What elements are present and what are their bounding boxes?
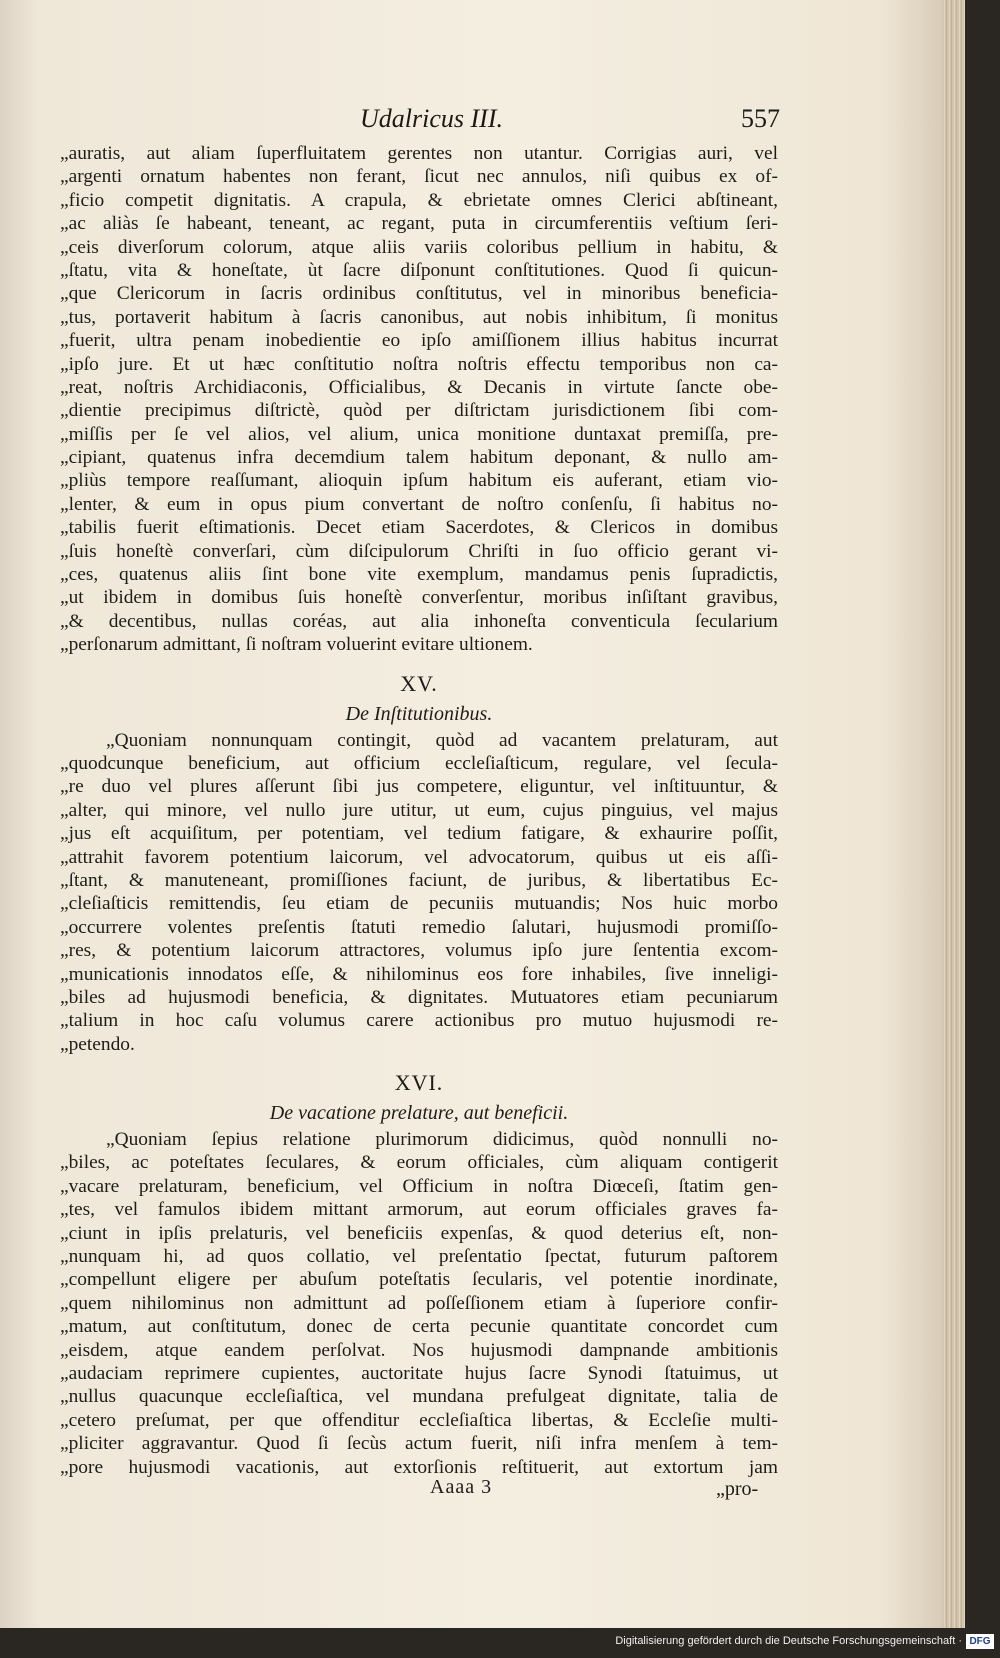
text-line: „pore hujusmodi vacationis, aut extorſionis reſtituerit, aut extortum jam — [60, 1456, 778, 1478]
text-line: „ceis diverſorum colorum, atque aliis variis coloribus pellium in habitu, & — [60, 236, 778, 258]
text-line: „re duo vel plures aſſerunt ſibi jus competere, eliguntur, vel inſtituuntur, & — [60, 776, 778, 798]
text-line: „& decentibus, nullas coréas, aut alia inhoneſta conventicula ſecularium — [60, 610, 778, 632]
text-line: „attrahit favorem potentium laicorum, vel advocatorum, quibus ut eis aſſi- — [60, 846, 778, 868]
text-line: „pliciter aggravantur. Quod ſi ſecùs actum fuerit, niſi infra menſem à tem- — [60, 1433, 778, 1455]
text-line: „ces, quatenus aliis ſint bone vite exemplum, mandamus penis ſupradictis, — [60, 564, 778, 586]
page-edge — [943, 0, 965, 1628]
text-line: „perſonarum admittant, ſi noſtram voluerint evitare ultionem. — [60, 634, 533, 656]
catchword: „pro- — [716, 1478, 759, 1500]
paragraph-xv — [60, 729, 778, 1056]
text-line: „nullus quacunque eccleſiaſtica, vel mundana prefulgeat dignitate, talia de — [60, 1386, 778, 1408]
text-line: „argenti ornatum habentes non ferant, ſicut nec annulos, niſi quibus ex of- — [60, 166, 778, 188]
paragraph-continued — [60, 142, 778, 657]
page-number: 557 — [741, 104, 780, 133]
text-line: „ficio competit dignitatis. A crapula, & ebrietate omnes Clerici abſtineant, — [60, 189, 778, 211]
section-numeral-xv: XV. — [400, 670, 438, 696]
text-line: „tes, vel famulos ibidem mittant armorum, aut eorum officiales graves fa- — [60, 1199, 778, 1221]
text-line: „fuerit, ultra penam inobedientie eo ipſo amiſſionem illius habitus incurrat — [60, 330, 778, 352]
text-line: „audaciam reprimere cupientes, auctoritate hujus ſacre Synodi ſtatuimus, ut — [60, 1362, 778, 1384]
text-line: „ſtant, & manuteneant, promiſſiones faciunt, de juribus, & libertatibus Ec- — [60, 869, 778, 891]
body-text — [60, 142, 778, 1479]
section-numeral-xvi: XVI. — [394, 1070, 444, 1096]
paragraph-xvi — [60, 1128, 778, 1479]
text-line: „municationis innodatos eſſe, & nihilominus eos fore inhabiles, ſive inneligi- — [60, 963, 778, 985]
text-line: „eisdem, atque eandem perſolvat. Nos hujusmodi dampnande ambitionis — [60, 1339, 778, 1361]
text-line: „vacare prelaturam, beneficium, vel Officium in noſtra Diœceſi, ſtatim gen- — [60, 1175, 778, 1197]
dfg-logo-icon: DFG — [966, 1634, 994, 1649]
running-head: Udalricus III. — [360, 104, 503, 133]
text-line: „ac aliàs ſe habeant, teneant, ac regant, puta in circumferentiis veſtium ſeri- — [60, 213, 778, 235]
text-line: „nunquam hi, ad quos collatio, vel preſentatio ſpectat, futurum paſtorem — [60, 1246, 778, 1268]
text-line: „cleſiaſticis remittendis, ſeu etiam de pecuniis mutuandis; Nos huic morbo — [60, 893, 778, 915]
text-line: „reat, noſtris Archidiaconis, Officialibus, & Decanis in virtute ſancte obe- — [60, 376, 778, 398]
digitization-credit: Digitalisierung gefördert durch die Deutsche Forschungsgemeinschaft · — [615, 1635, 962, 1647]
text-line: „matum, aut conſtitutum, donec de certa pecunie quantitate concordet cum — [60, 1316, 778, 1338]
section-title-xvi: De vacatione prelature, aut beneficii. — [269, 1102, 569, 1125]
page-header — [60, 104, 780, 144]
text-line: „Quoniam nonnunquam contingit, quòd ad vacantem prelaturam, aut — [106, 729, 778, 751]
text-line: „quem nihilominus non admittunt ad poſſeſſionem etiam à ſuperiore confir- — [60, 1292, 778, 1314]
text-line: „dientie precipimus diſtrictè, quòd per diſtrictam jurisdictionem ſibi com- — [60, 400, 778, 422]
text-line: „que Clericorum in ſacris ordinibus conſtitutus, vel in minoribus beneficia- — [60, 283, 778, 305]
text-line: „lenter, & eum in opus pium convertant de noſtro conſenſu, ſi habitus no- — [60, 493, 778, 515]
text-line: „ſtatu, vita & honeſtate, ùt ſacre diſponunt conſtitutiones. Quod ſi quicun- — [60, 259, 778, 281]
text-line: „alter, qui minore, vel nullo jure utitur, ut eum, cujus pinguius, vel majus — [60, 799, 778, 821]
signature-mark: Aaaa 3 — [430, 1476, 493, 1498]
text-line: „res, & potentium laicorum attractores, volumus ipſo jure ſententia excom- — [60, 940, 778, 962]
text-line: „talium in hoc caſu volumus carere actionibus pro mutuo hujusmodi re- — [60, 1010, 778, 1032]
text-line: „ciunt in ipſis prelaturis, vel beneficiis expenſas, & quod deterius eſt, non- — [60, 1222, 778, 1244]
text-line: „ut ibidem in domibus ſuis honeſtè converſentur, moribus inſiſtant gravibus, — [60, 587, 778, 609]
text-line: „pliùs tempore reaſſumant, alioquin ipſum habitum eis auferant, etiam vio- — [60, 470, 778, 492]
text-line: „tabilis fuerit eſtimationis. Decet etiam Sacerdotes, & Clericos in domibus — [60, 517, 778, 539]
text-line: „compellunt eligere per abuſum poteſtatis ſecularis, vel potentie inordinate, — [60, 1269, 778, 1291]
text-line: „cipiant, quatenus infra decemdium talem habitum deponant, & nullo am- — [60, 447, 778, 469]
text-line: „auratis, aut aliam ſuperfluitatem gerentes non utantur. Corrigias auri, vel — [60, 143, 778, 164]
text-line: „miſſis per ſe vel alios, vel alium, unica monitione duntaxat premiſſa, pre- — [60, 423, 778, 445]
text-line: „jus eſt acquiſitum, per potentiam, vel tedium fatigare, & exhaurire poſſit, — [60, 823, 778, 845]
text-line: „quodcunque beneficium, aut officium eccleſiaſticum, regulare, vel ſecula- — [60, 752, 778, 774]
text-line: „biles, ac poteſtates ſeculares, & eorum officiales, cùm aliquam contigerit — [60, 1152, 778, 1174]
text-line: „Quoniam ſepius relatione plurimorum didicimus, quòd nonnulli no- — [106, 1129, 778, 1151]
text-line: „tus, portaverit habitum à ſacris canonibus, aut nobis inhibitum, ſi monitus — [60, 306, 778, 328]
section-title-xv: De Inſtitutionibus. — [345, 702, 493, 725]
text-line: „biles ad hujusmodi beneficia, & dignitates. Mutuatores etiam pecuniarum — [60, 986, 778, 1008]
text-line: „cetero preſumat, per que offenditur eccleſiaſtica libertas, & Eccleſie multi- — [60, 1409, 778, 1431]
text-line: „petendo. — [60, 1033, 135, 1055]
text-line: „occurrere volentes preſentis ſtatuti remedio ſalutari, hujusmodi promiſſo- — [60, 916, 778, 938]
text-line: „ipſo jure. Et ut hæc conſtitutio noſtra noſtris effectu temporibus non ca- — [60, 353, 778, 375]
text-line: „ſuis honeſtè converſari, cùm diſcipulorum Chriſti in ſuo officio gerant vi- — [60, 540, 778, 562]
